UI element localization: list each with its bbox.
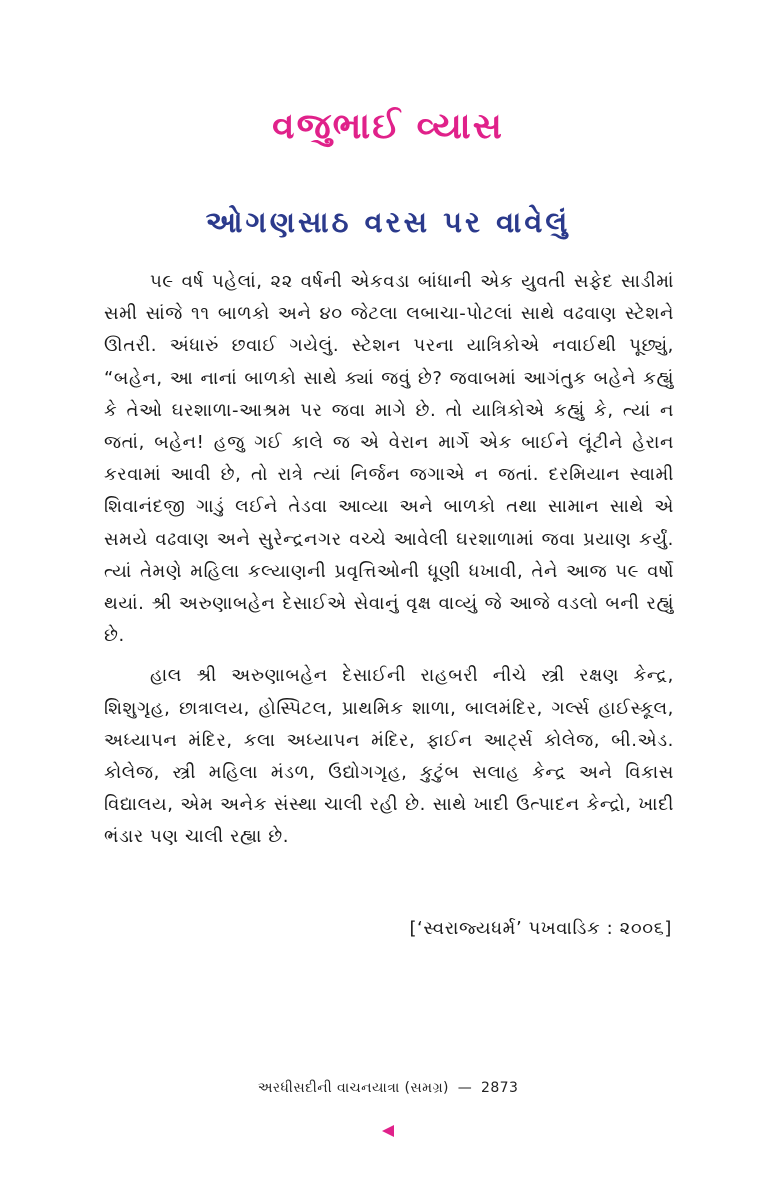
- article-body: [104, 266, 674, 862]
- triangle-left-icon: [381, 1124, 395, 1138]
- page-footer: [0, 1080, 776, 1096]
- article-title: ઓગણસાઠ વરસ પર વાવેલું: [205, 205, 571, 239]
- paragraph-1: ૫૯ વર્ષ પહેલાં, ૨૨ વર્ષની એકવડા બાંધાની એક યુવતી સફેદ સાડીમાં સમી સાંજે ૧૧ બાળકો અને ૪૦ જેટલા લબાચા-પોટલાં સાથે વઢવાણ સ્ટેશને ઊતરી. અંધારું છવાઈ ગયેલું. સ્ટેશન પરના યાત્રિકોએ નવાઈથી પૂછ્યું, “બહેન, આ નાનાં બાળકો સાથે ક્યાં જવું છે? જવાબમાં આગંતુક બહેને કહ્યું કે તેઓ ઘરશાળા-આશ્રમ પર જવા માગે છે. તો યાત્રિકોએ કહ્યું કે, ત્યાં ન જતાં, બહેન! હજુ ગઈ કાલે જ એ વેરાન માર્ગે એક બાઈને લૂંટીને હેરાન કરવામાં આવી છે, તો રાત્રે ત્યાં નિર્જન જગાએ ન જતાં. દરમિયાન સ્વામી શિવાનંદજી ગાડું લઈને તેડવા આવ્યા અને બાળકો તથા સામાન સાથે એ સમયે વઢવાણ અને સુરેન્દ્રનગર વચ્ચે આવેલી ઘરશાળામાં જવા પ્રયાણ કર્યું. ત્યાં તેમણે મહિલા કલ્યાણની પ્રવૃત્તિઓની ધૂણી ધખાવી, તેને આજ ૫૯ વર્ષો થયાં. શ્રી અરુણાબહેન દેસાઈએ સેવાનું વૃક્ષ વાવ્યું જે આજે વડલો બની રહ્યું છે.: [104, 271, 674, 647]
- footer-book-title: અરધીસદીની વાચનયાત્રા (સમગ્ર): [257, 1080, 449, 1096]
- prev-page-button[interactable]: [378, 1123, 398, 1139]
- source-citation: [‘સ્વરાજ્યધર્મ’ પખવાડિક : ૨૦૦૬]: [409, 918, 672, 939]
- footer-page-number: 2873: [481, 1080, 519, 1096]
- author-name: વજુભાઈ વ્યાસ: [272, 106, 504, 147]
- paragraph-2: હાલ શ્રી અરુણાબહેન દેસાઈની રાહબરી નીચે સ્ત્રી રક્ષણ કેન્દ્ર, શિશુગૃહ, છાત્રાલય, હોસ્પિટલ, પ્રાથમિક શાળા, બાલમંદિર, ગર્લ્સ હાઈસ્કૂલ, અધ્યાપન મંદિર, કલા અધ્યાપન મંદિર, ફાઈન આર્ટ્સ કોલેજ, બી.એડ. કોલેજ, સ્ત્રી મહિલા મંડળ, ઉદ્યોગગૃહ, કુટુંબ સલાહ કેન્દ્ર અને વિકાસ વિદ્યાલય, એમ અનેક સંસ્થા ચાલી રહી છે. સાથે ખાદી ઉત્પાદન કેન્દ્રો, ખાદી ભંડાર પણ ચાલી રહ્યા છે.: [104, 665, 674, 848]
- footer-separator: —: [457, 1080, 473, 1096]
